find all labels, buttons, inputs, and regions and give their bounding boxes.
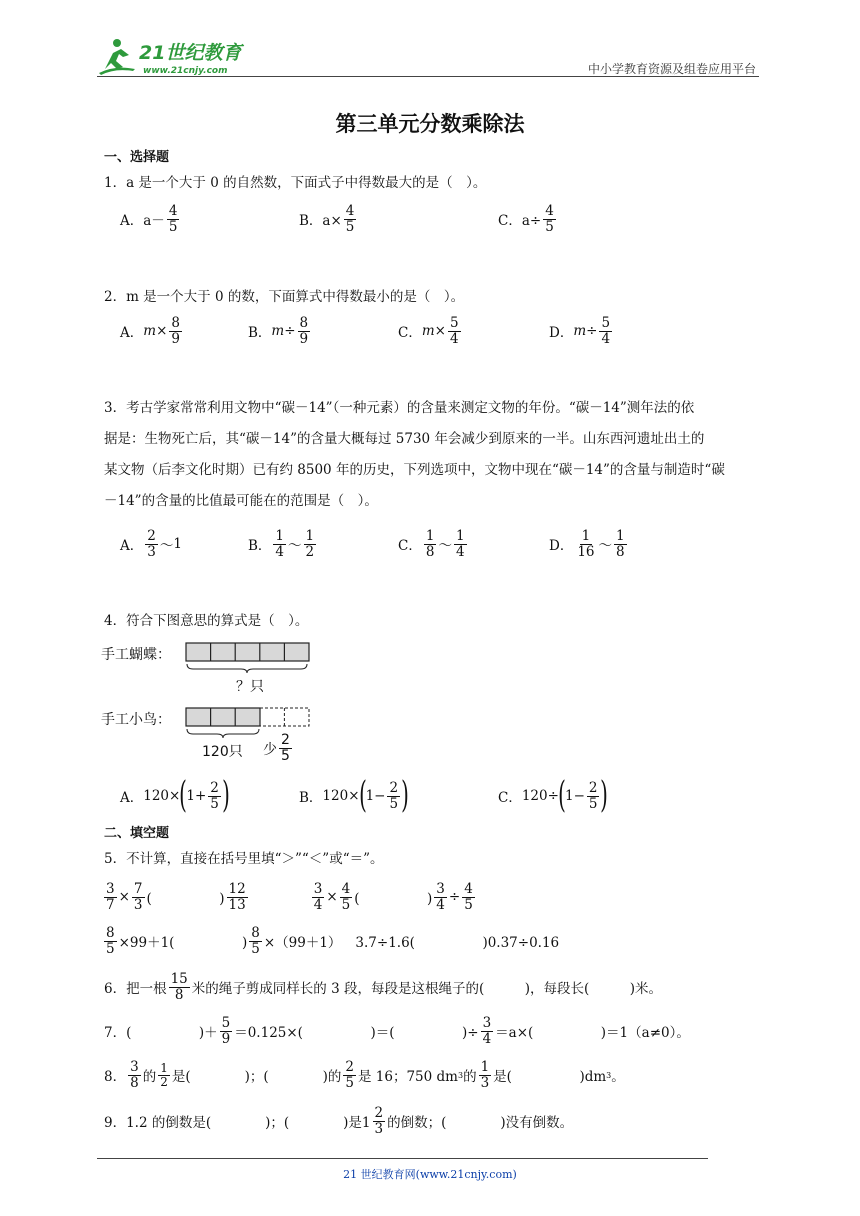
less-fraction-label: 少 $\frac{2}{5}$ <box>263 732 290 765</box>
q3-option-c: C． $\frac{1}{8}$ ～ $\frac{1}{4}$ <box>398 528 465 560</box>
question-4-stem: 4．符合下图意思的算式是（ ）。 <box>104 613 309 629</box>
q5-row-2: $\frac{8}{5}$ ×99＋1( ) $\frac{8}{5}$ ×（99＋1） 3.7÷1.6( )0.37÷0.16 <box>106 925 560 957</box>
q4-option-b: B． 120× ( 1− $\frac{2}{5}$ ) <box>299 775 409 816</box>
q1-option-a: A．a－ $\frac{4}{5}$ <box>120 203 178 235</box>
butterfly-bar-diagram <box>185 641 315 675</box>
q5-row-1: $\frac{3}{7}$ × $\frac{7}{3}$ ( ) $\frac{12}{13}$ $\frac{3}{4}$ × $\frac{4}{5}$ ( ) $\frac{3}{4}$ ÷ $\frac{4}{5}$ <box>106 881 473 913</box>
butterfly-brace-label: ？只 <box>236 679 264 695</box>
q3-option-a: A． $\frac{2}{3}$ ～ 1 <box>120 528 182 560</box>
footer-divider <box>97 1158 708 1159</box>
question-6: 6．把一根 $\frac{15}{8}$ 米的绳子剪成同样长的 3 段，每段是这根绳子的( )，每段长( )米。 <box>104 971 663 1003</box>
logo-text: 21世纪教育 <box>139 42 242 64</box>
bird-label: 手工小鸟： <box>101 712 171 728</box>
question-3-line-1: 3．考古学家常常利用文物中“碳－14”（一种元素）的含量来测定文物的年份。“碳－14”测年法的依 <box>104 400 695 416</box>
question-5-stem: 5．不计算，直接在括号里填“＞”“＜”或“＝”。 <box>104 851 384 867</box>
site-logo <box>95 35 265 77</box>
question-3-line-2: 据是：生物死亡后，其“碳－14”的含量大概每过 5730 年会减少到原来的一半。山东西河遗址出土的 <box>104 431 705 447</box>
q3-option-b: B． $\frac{1}{4}$ ～ $\frac{1}{2}$ <box>248 528 315 560</box>
logo-url: www.21cnjy.com <box>143 66 228 76</box>
footer-link[interactable]: 21 世纪教育网(www.21cnjy.com) <box>343 1168 517 1181</box>
q2-option-a: A． m × $\frac{8}{9}$ <box>120 315 180 347</box>
question-9: 9．1.2 的倒数是( )；( )是1 $\frac{2}{3}$ 的倒数；( )没有倒数。 <box>104 1105 574 1137</box>
question-3-line-4: －14”的含量的比值最可能在的范围是（ ）。 <box>104 493 378 509</box>
question-8: 8． $\frac{3}{8}$ 的 $\frac{1}{2}$ 是( )；( )的 $\frac{2}{5}$ 是 16；750 dm 3 的 $\frac{1}{3}$ 是( )dm 3 。 <box>104 1059 625 1091</box>
section-heading-choice: 一、选择题 <box>104 150 170 165</box>
question-3-line-3: 某文物（后李文化时期）已有约 8500 年的历史，下列选项中，文物中现在“碳－14”的含量与制造时“碳 <box>104 462 725 478</box>
q2-option-d: D． m ÷ $\frac{5}{4}$ <box>549 315 611 347</box>
butterfly-label: 手工蝴蝶： <box>101 647 171 663</box>
question-2-stem: 2．m 是一个大于 0 的数，下面算式中得数最小的是（ ）。 <box>104 289 465 305</box>
question-1-stem: 1．a 是一个大于 0 的自然数，下面式子中得数最大的是（ ）。 <box>104 175 487 191</box>
q2-option-b: B． m ÷ $\frac{8}{9}$ <box>248 315 309 347</box>
header-divider <box>97 76 759 77</box>
q2-option-c: C． m × $\frac{5}{4}$ <box>398 315 459 347</box>
q3-option-d: D． $\frac{1}{16}$ ～ $\frac{1}{8}$ <box>549 528 625 560</box>
bird-bar-diagram <box>185 706 315 740</box>
q4-option-a: A． 120× ( 1+ $\frac{2}{5}$ ) <box>120 775 230 816</box>
page-title: 第三单元分数乘除法 <box>335 112 525 136</box>
bird-brace-label: 120只 <box>202 744 243 760</box>
q1-option-b: B．a× $\frac{4}{5}$ <box>299 203 355 235</box>
platform-label: 中小学教育资源及组卷应用平台 <box>587 62 756 76</box>
question-7: 7．( )＋ $\frac{5}{9}$ ＝0.125×( )＝( )÷ $\frac{3}{4}$ ＝a×( )＝1（a≠0）。 <box>104 1015 690 1047</box>
q4-option-c: C． 120÷ ( 1− $\frac{2}{5}$ ) <box>498 775 609 816</box>
section-heading-fill: 二、填空题 <box>104 826 170 841</box>
q1-option-c: C．a÷ $\frac{4}{5}$ <box>498 203 554 235</box>
